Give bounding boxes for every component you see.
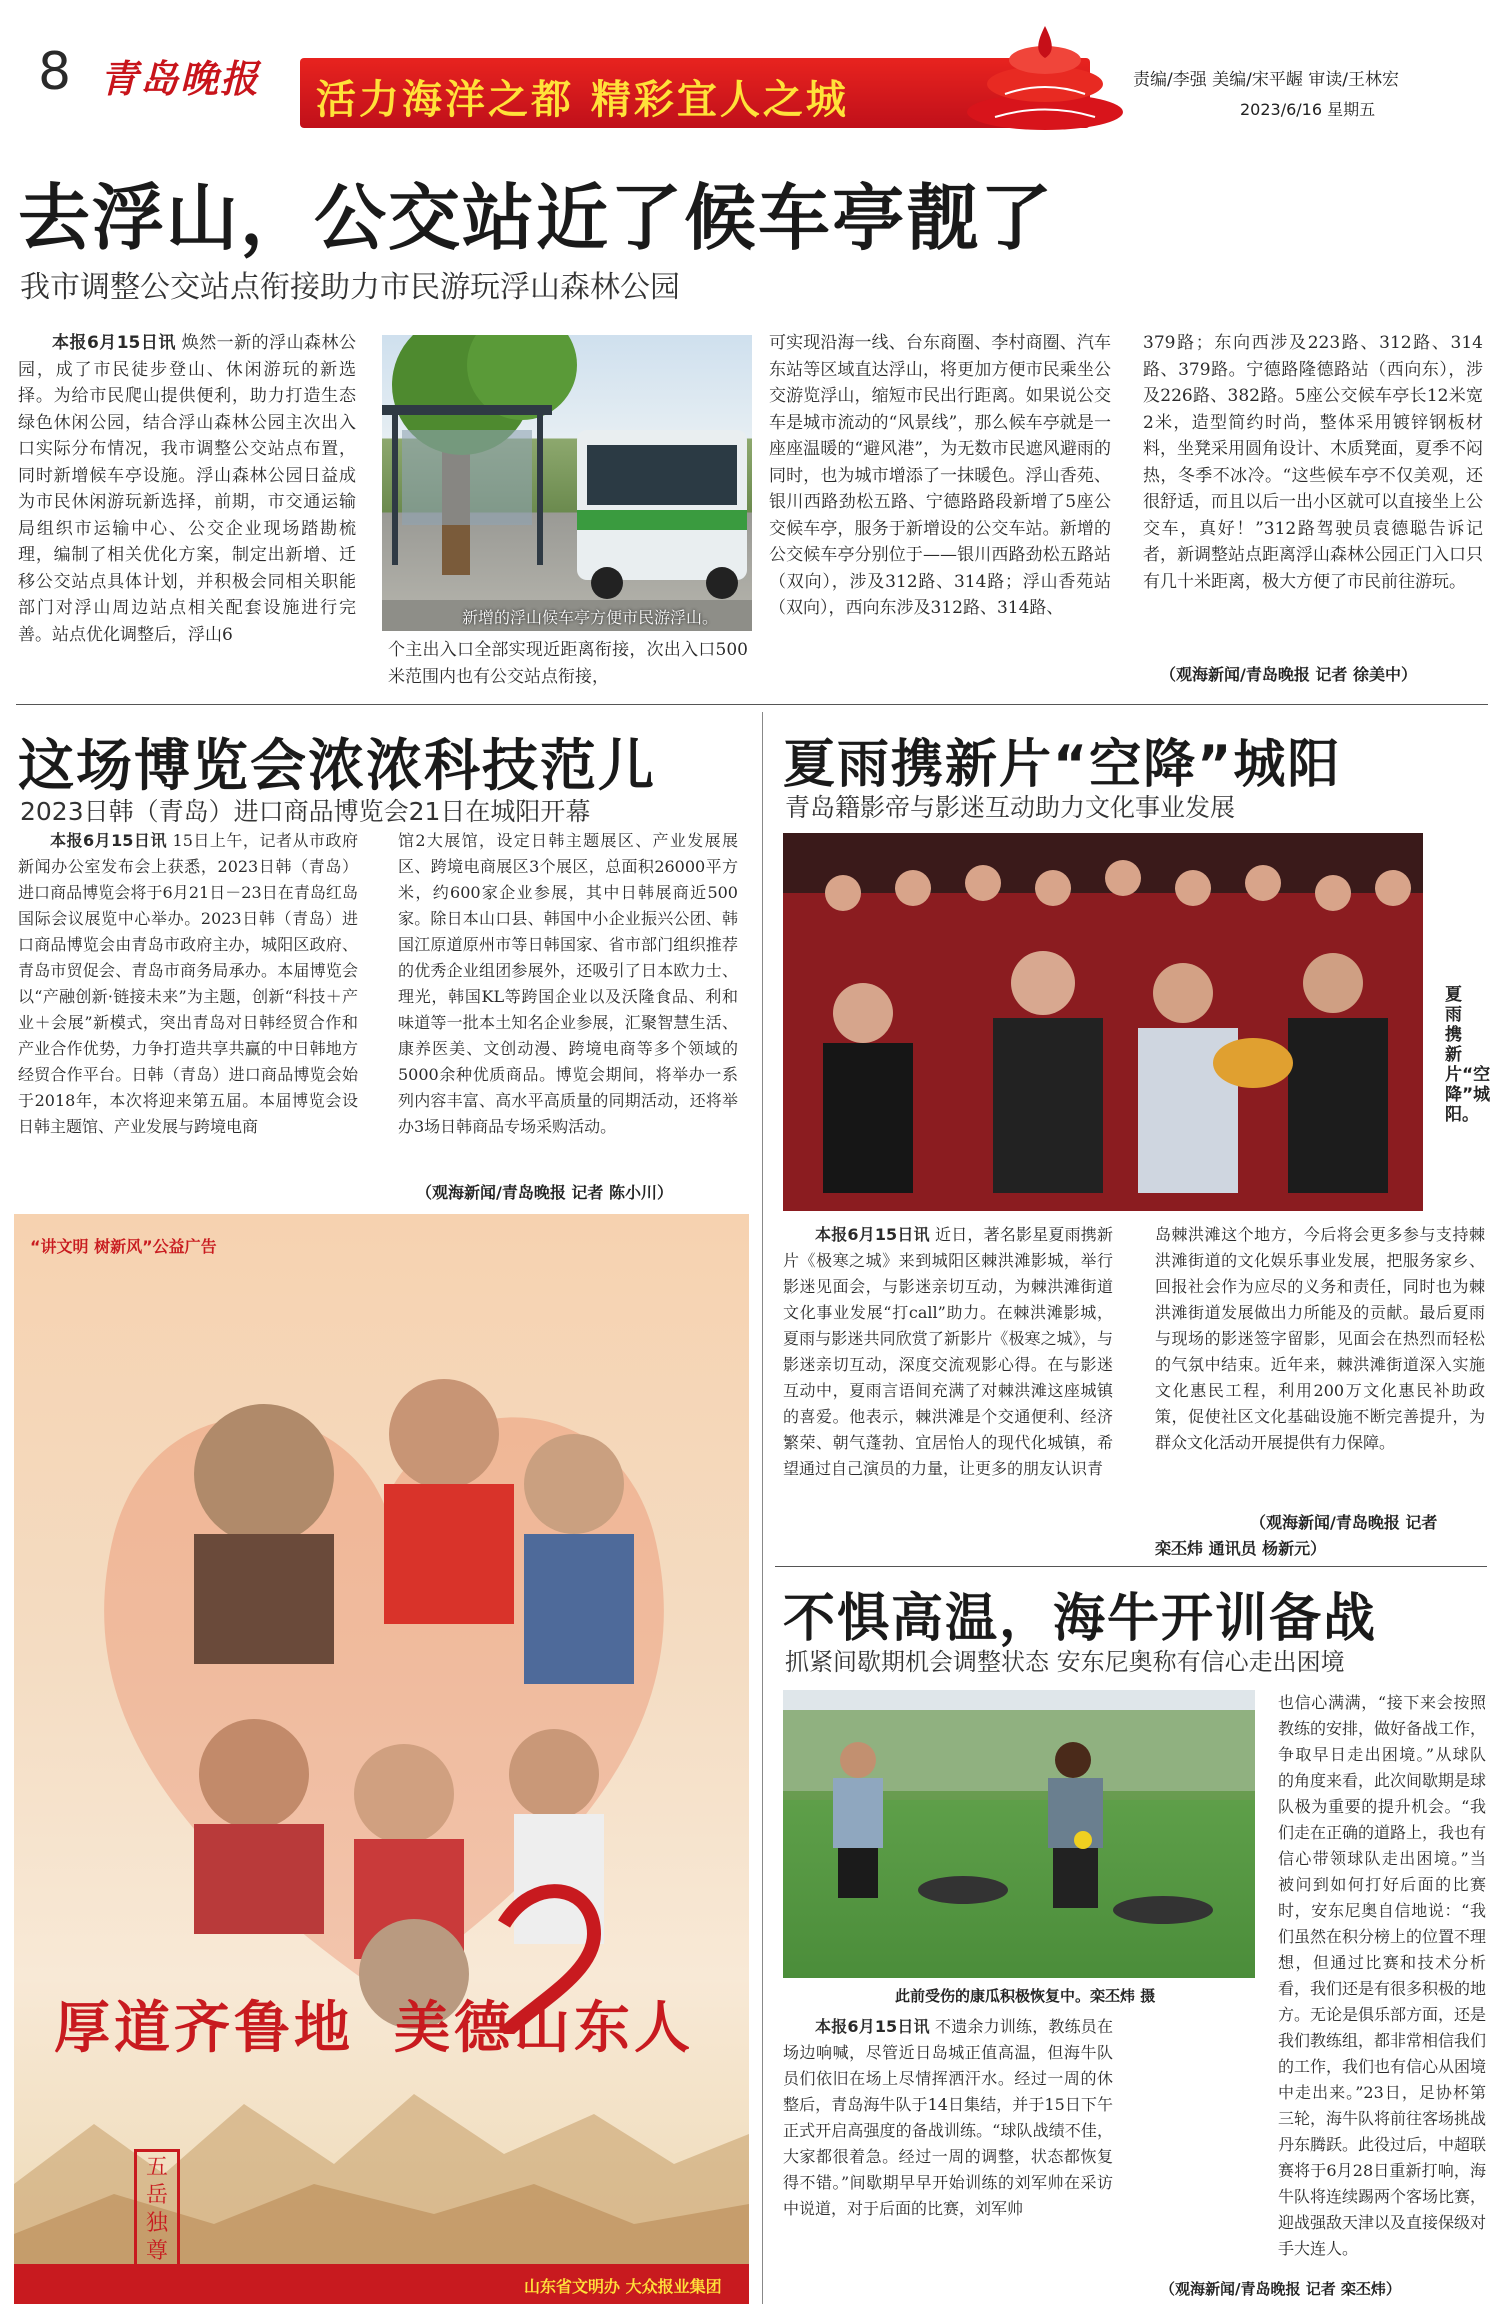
heart-collage bbox=[34, 1274, 734, 2034]
article2-col2-text: 馆2大展馆，设定日韩主题展区、产业发展展区、跨境电商展区3个展区，总面积26000平方米，约600家企业参展，其中日韩展商近500家。除日本山口县、韩国中小企业振兴公团、韩国江原道原州市等日韩国家、省市部门组织推荐的优秀企业组团参展外，还吸引了日本欧力士、理光，韩国KL等跨国企业以及沃隆食品、利和味道等一批本土知名企业参展，汇聚智慧生活、康养医美、文创动漫、跨境电商等多个领域的5000余种优质商品。博览会期间，将举办一系列内容丰富、高水平高质量的同期活动，还将举办3场日韩商品专场采购活动。 bbox=[398, 831, 738, 1136]
article4-col2 bbox=[1278, 1690, 1486, 2272]
ad-footer: 山东省文明办 大众报业集团 bbox=[524, 2277, 722, 2296]
article1-col3-text: 可实现沿海一线、台东商圈、李村商圈、汽车东站等区域直达浮山，将更加方便市民乘坐公交游览浮山，缩短市民出行距离。如果说公交车是城市流动的“风景线”，那么候车亭就是一座座温暖的“避风港”，为无数市民遮风避雨的同时，也为城市增添了一抹暖色。浮山香苑、银川西路劲松五路、宁德路路段新增了5座公交候车亭，服务于新增设的公交车站。新增的公交候车亭分别位于——银川西路劲松五路站（双向），涉及312路、314路；浮山香苑站（双向），西向东涉及312路、314路、 bbox=[769, 333, 1111, 618]
article1-subheadline: 我市调整公交站点衔接助力市民游玩浮山森林公园 bbox=[20, 270, 680, 305]
article3-subheadline: 青岛籍影帝与影迷互动助力文化事业发展 bbox=[785, 793, 1236, 822]
ad-tag: “讲文明 树新风”公益广告 bbox=[30, 1237, 217, 1256]
ad-slogan-right: 美德山东人 bbox=[394, 1996, 694, 2061]
seal-stamp: 五岳独尊 bbox=[134, 2149, 180, 2269]
article2-byline: （观海新闻/青岛晚报 记者 陈小川） bbox=[416, 1183, 673, 1202]
divider bbox=[775, 1566, 1487, 1567]
article1-col2: 个主出入口全部实现近距离衔接，次出入口500米范围内也有公交站点衔接， bbox=[388, 640, 748, 687]
article4-byline: （观海新闻/青岛晚报 记者 栾丕炜） bbox=[1160, 2280, 1401, 2298]
article4-col1 bbox=[783, 2014, 1113, 2296]
article4-lead: 本报6月15日讯 bbox=[815, 2017, 930, 2036]
article3-col1 bbox=[783, 1222, 1113, 1567]
divider bbox=[762, 712, 763, 2304]
paper-name: 青岛晚报 bbox=[100, 56, 261, 101]
article2-col1 bbox=[18, 828, 358, 1200]
training-photo-caption: 此前受伤的康瓜积极恢复中。栾丕炜 摄 bbox=[895, 1987, 1156, 2005]
article3-headline: 夏雨携新片“空降”城阳 bbox=[783, 735, 1342, 795]
ad-slogan-left: 厚道齐鲁地 bbox=[54, 1996, 354, 2061]
article2-col2 bbox=[398, 828, 738, 1168]
article1-col4-text: 379路；东向西涉及223路、312路、314路、379路。宁德路隆德路站（西向东），涉及226路、382路。5座公交候车亭长12米宽2米，造型简约时尚，整体采用镀锌钢板材料，坐凳采用圆角设计、木质凳面，夏季不闷热，冬季不冰冷。“这些候车亭不仅美观，还很舒适，而且以后一出小区就可以直接坐上公交车，真好！”312路驾驶员袁德聪告诉记者，新调整站点距离浮山森林公园正门入口只有几十米距离，极大方便了市民前往游玩。 bbox=[1143, 333, 1483, 592]
article3-col2 bbox=[1155, 1222, 1485, 1522]
editors-line: 责编/李强 美编/宋平龌 审读/王林宏 bbox=[1133, 70, 1399, 90]
article1-col1-text: 焕然一新的浮山森林公园，成了市民徒步登山、休闲游玩的新选择。为给市民爬山提供便利，助力打造生态绿色休闲公园，结合浮山森林公园主次出入口实际分布情况，我市调整公交站点布置，同时新增候车亭设施。浮山森林公园日益成为市民休闲游玩新选择，前期，市交通运输局组织市运输中心、公交企业现场踏勘梳理，编制了相关优化方案，制定出新增、迁移公交站点具体计划，并积极会同相关职能部门对浮山周边站点相关配套设施进行完善。站点优化调整后，浮山6 bbox=[18, 333, 356, 645]
article4-col2-text: 也信心满满，“接下来会按照教练的安排，做好备战工作，争取早日走出困境。”从球队的角度来看，此次间歇期是球队极为重要的提升机会。“我们走在正确的道路上，我也有信心带领球队走出困境。”当被问到如何打好后面的比赛时，安东尼奥自信地说：“我们虽然在积分榜上的位置不理想，但通过比赛和技术分析看，我们还是有很多积极的地方。无论是俱乐部方面，还是我们教练组，都非常相信我们的工作，我们也有信心从困境中走出来。”23日，足协杯第三轮，海牛队将前往客场挑战丹东腾跃。此役过后，中超联赛将于6月28日重新打响，海牛队将连续踢两个客场比赛，迎战强敌天津以及直接保级对手大连人。 bbox=[1278, 1693, 1486, 2258]
article4-headline: 不惧高温，海牛开训备战 bbox=[783, 1589, 1378, 1649]
divider bbox=[16, 704, 1488, 705]
article2-lead: 本报6月15日讯 bbox=[50, 831, 167, 850]
article3-lead: 本报6月15日讯 bbox=[815, 1225, 930, 1244]
bus-stop-photo bbox=[382, 335, 752, 631]
banner-slogan: 活力海洋之都 精彩宜人之城 bbox=[316, 77, 849, 123]
article3-col1-text: 近日，著名影星夏雨携新片《极寒之城》来到城阳区棘洪滩影城，举行影迷见面会，与影迷亲切互动，为棘洪滩街道文化事业发展“打call”助力。在棘洪滩影城，夏雨与影迷共同欣赏了新影片《极寒之城》，与影迷亲切互动，深度交流观影心得。在与影迷互动中，夏雨言语间充满了对棘洪滩这座城镇的喜爱。他表示，棘洪滩是个交通便利、经济繁荣、朝气蓬勃、宜居怡人的现代化城镇，希望通过自己演员的力量，让更多的朋友认识青 bbox=[783, 1225, 1113, 1478]
public-service-ad bbox=[14, 1214, 749, 2304]
cinema-photo bbox=[783, 833, 1423, 1211]
article4-subheadline: 抓紧间歇期机会调整状态 安东尼奥称有信心走出困境 bbox=[785, 1648, 1345, 1676]
article3-col2-text: 岛棘洪滩这个地方，今后将会更多参与支持棘洪滩街道的文化娱乐事业发展，把服务家乡、回报社会作为应尽的义务和责任，同时也为棘洪滩街道发展做出力所能及的贡献。最后夏雨与现场的影迷签字留影，见面会在热烈而轻松的气氛中结束。近年来，棘洪滩街道深入实施文化惠民工程，利用200万文化惠民补助政策，促使社区文化基础设施不断完善提升，为群众文化活动开展提供有力保障。 bbox=[1155, 1225, 1485, 1452]
article1-col1 bbox=[18, 330, 356, 690]
article3-byline-a: （观海新闻/青岛晚报 记者 bbox=[1250, 1513, 1438, 1532]
bus-stop-photo-caption: 新增的浮山候车亭方便市民游浮山。 bbox=[462, 608, 719, 627]
page-number: 8 bbox=[38, 42, 72, 102]
article2-subheadline: 2023日韩（青岛）进口商品博览会21日在城阳开幕 bbox=[20, 797, 591, 826]
article1-lead: 本报6月15日讯 bbox=[52, 333, 176, 353]
article2-col1-text: 15日上午，记者从市政府新闻办公室发布会上获悉，2023日韩（青岛）进口商品博览会将于6月21日－23日在青岛红岛国际会议展览中心举办。2023日韩（青岛）进口商品博览会由青岛市政府主办，城阳区政府、青岛市贸促会、青岛市商务局承办。本届博览会以“产融创新·链接未来”为主题，创新“科技＋产业＋会展”新模式，突出青岛对日韩经贸合作和产业合作优势，力争打造共享共赢的中日韩地方经贸合作平台。日韩（青岛）进口商品博览会始于2018年，本次将迎来第五届。本届博览会设日韩主题馆、产业发展与跨境电商 bbox=[18, 831, 358, 1136]
qingdao-landmark-icon bbox=[965, 22, 1125, 132]
article1-col3 bbox=[769, 330, 1111, 690]
training-photo bbox=[783, 1690, 1255, 1978]
cinema-side-caption: 夏雨携新片“空降”城阳。 bbox=[1445, 985, 1491, 1125]
issue-date: 2023/6/16 星期五 bbox=[1240, 100, 1376, 119]
article1-col4 bbox=[1143, 330, 1483, 660]
article3-byline-b: 栾丕炜 通讯员 杨新元） bbox=[1155, 1539, 1327, 1558]
article2-headline: 这场博览会浓浓科技范儿 bbox=[18, 734, 656, 799]
article1-byline: （观海新闻/青岛晚报 记者 徐美中） bbox=[1160, 665, 1417, 684]
article1-headline: 去浮山，公交站近了候车亭靓了 bbox=[18, 176, 1055, 260]
article4-col1-text: 不遗余力训练，教练员在场边响喊，尽管近日岛城正值高温，但海牛队员们依旧在场上尽情挥洒汗水。经过一周的休整后，青岛海牛队于14日集结，并于15日下午正式开启高强度的备战训练。“球队战绩不佳，大家都很着急。经过一周的调整，状态都恢复得不错。”间歇期早早开始训练的刘军帅在采访中说道，对于后面的比赛，刘军帅 bbox=[783, 2017, 1113, 2218]
